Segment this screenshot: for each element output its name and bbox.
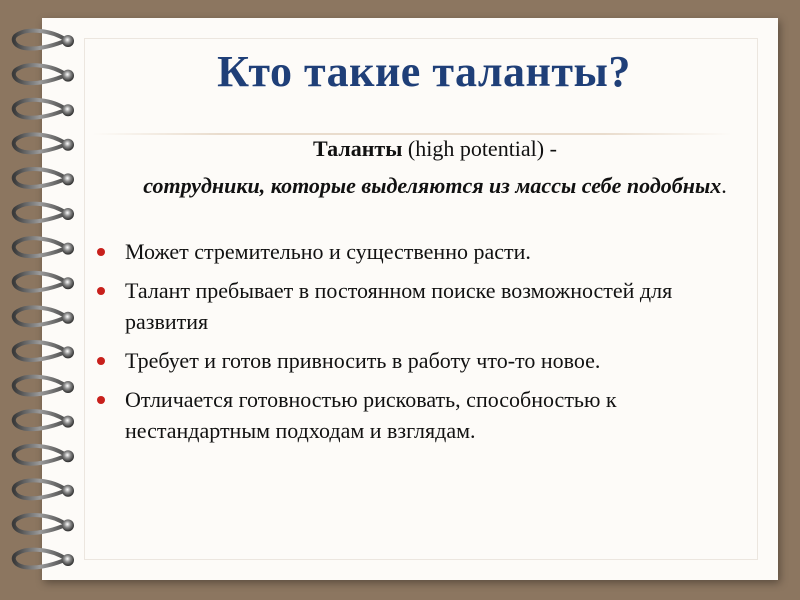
definition-period: . [721, 173, 727, 198]
bullet-text: Талант пребывает в постоянном поиске возможностей для развития [125, 278, 673, 334]
spiral-ring-icon [14, 411, 74, 429]
spiral-ring-icon [14, 480, 74, 498]
spiral-ring-icon [14, 273, 74, 291]
bullet-dot-icon [97, 396, 105, 404]
bullet-dot-icon [97, 287, 105, 295]
spiral-ring-icon [14, 204, 74, 222]
spiral-ring-icon [14, 550, 74, 568]
spiral-ring-icon [14, 515, 74, 533]
definition-term: Таланты [313, 136, 403, 161]
spiral-ring-icon [14, 100, 74, 118]
bullet-item [92, 345, 752, 376]
bullet-text: Может стремительно и существенно расти. [125, 239, 531, 264]
bullet-text: Требует и готов привносить в работу что-то новое. [125, 348, 601, 373]
definition-line [100, 136, 770, 162]
spiral-ring-icon [14, 169, 74, 187]
spiral-ring-icon [14, 307, 74, 325]
spiral-ring-icon [14, 134, 74, 152]
definition-description [100, 170, 770, 202]
bullet-text: Отличается готовностью рисковать, способностью к нестандартным подходам и взглядам. [125, 387, 617, 443]
bullet-item [92, 236, 752, 267]
bullet-dot-icon [97, 248, 105, 256]
spiral-ring-icon [14, 342, 74, 360]
bullet-item [92, 275, 752, 337]
bullet-item [92, 384, 752, 446]
definition-term-note: (high potential) - [402, 136, 557, 161]
spiral-ring-icon [14, 238, 74, 256]
bullet-dot-icon [97, 357, 105, 365]
spiral-ring-icon [14, 446, 74, 464]
slide-title: Кто такие таланты? [217, 47, 631, 96]
definition-description-text: сотрудники, которые выделяются из массы себе подобных [143, 173, 722, 198]
bullet-list [92, 236, 752, 454]
title-divider [92, 133, 732, 135]
spiral-ring-icon [14, 377, 74, 395]
